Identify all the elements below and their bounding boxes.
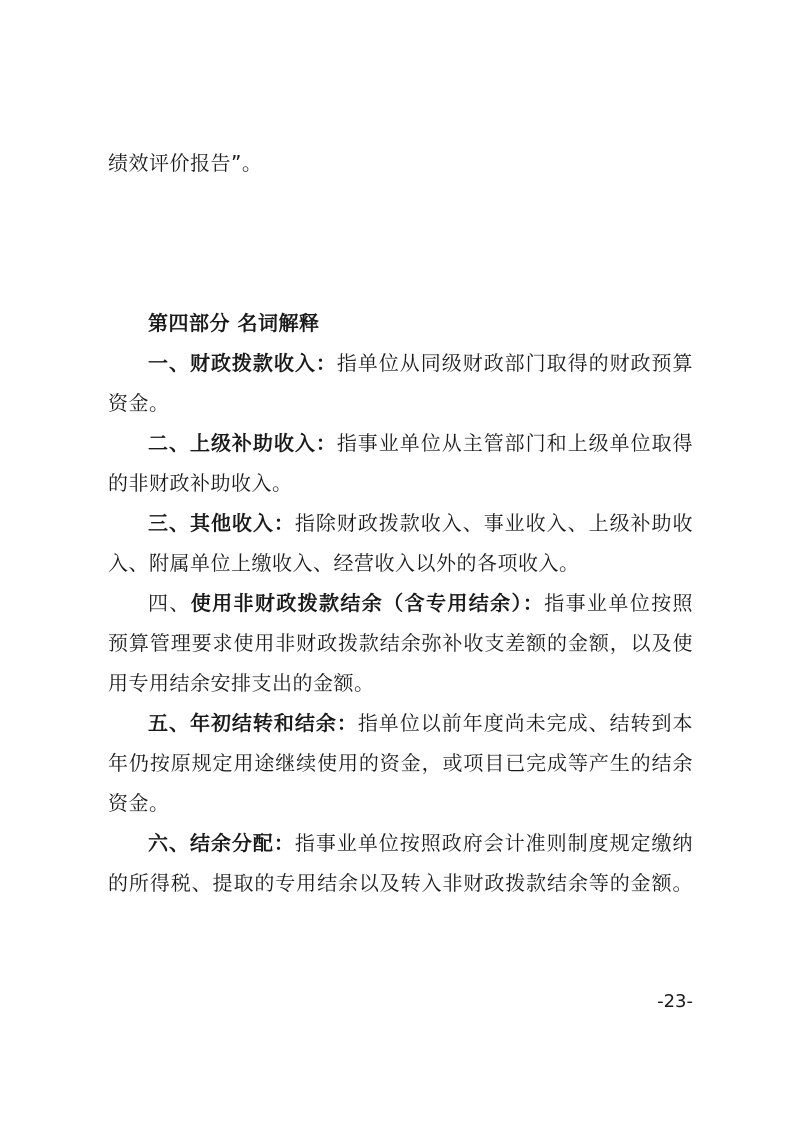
definition-text: 入、附属单位上缴收入、经营收入以外的各项收入。 bbox=[108, 551, 580, 575]
definition-text: 资金。 bbox=[108, 391, 170, 415]
definition-text: 的非财政补助收入。 bbox=[108, 471, 293, 495]
definition-text: 指事业单位从主管部门和上级单位取得 bbox=[336, 431, 694, 455]
definition-text: 年仍按原规定用途继续使用的资金，或项目已完成等产生的结余 bbox=[108, 751, 693, 775]
definition-text: 指事业单位按照政府会计准则制度规定缴纳 bbox=[294, 831, 694, 855]
definition-text: 用专用结余安排支出的金额。 bbox=[108, 671, 375, 695]
definition-text: 指除财政拨款收入、事业收入、上级补助收 bbox=[294, 511, 694, 535]
term-label: 一、财政拨款收入： bbox=[148, 351, 337, 375]
page-number: -23- bbox=[657, 991, 693, 1012]
section-title: 第四部分 名词解释 bbox=[148, 311, 320, 335]
term-label: 使用非财政拨款结余（含专用结余）： bbox=[190, 591, 545, 615]
definition-text: 的所得税、提取的专用结余以及转入非财政拨款结余等的金额。 bbox=[108, 871, 693, 895]
definition-text: 指事业单位按照 bbox=[544, 591, 694, 615]
term-label: 五、年初结转和结余： bbox=[148, 711, 358, 735]
term-label: 三、其他收入： bbox=[148, 511, 295, 535]
definition-item-5 bbox=[148, 710, 693, 736]
definition-text: 预算管理要求使用非财政拨款结余弥补收支差额的金额，以及使 bbox=[108, 631, 693, 655]
definition-item-6 bbox=[148, 830, 693, 856]
term-label: 二、上级补助收入： bbox=[148, 431, 337, 455]
term-label: 六、结余分配： bbox=[148, 831, 295, 855]
item-prefix: 四、 bbox=[148, 591, 191, 615]
definition-text: 指单位从同级财政部门取得的财政预算 bbox=[336, 351, 694, 375]
definition-text: 指单位以前年度尚未完成、结转到本 bbox=[357, 711, 694, 735]
definition-item-4 bbox=[148, 590, 693, 616]
definition-item-2 bbox=[148, 430, 693, 456]
definition-item-1 bbox=[148, 350, 693, 376]
definition-item-3 bbox=[148, 510, 693, 536]
definition-text: 资金。 bbox=[108, 791, 170, 815]
continuation-line: 绩效评价报告”。 bbox=[108, 151, 263, 175]
